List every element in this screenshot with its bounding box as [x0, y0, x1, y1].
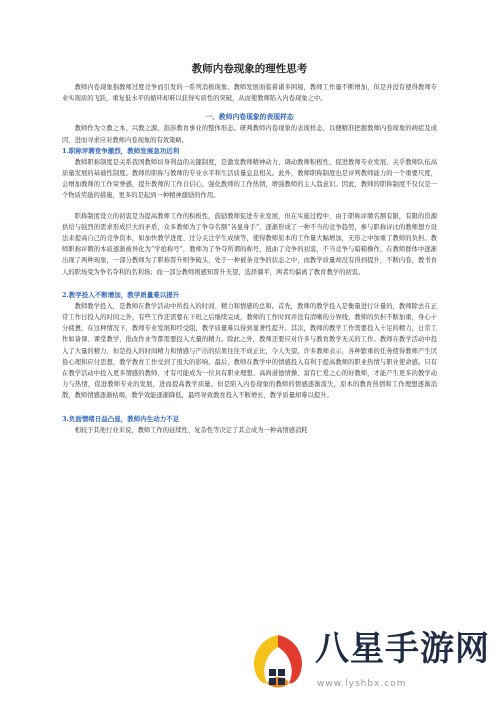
subsection-1-paragraph-2: 职称制度设立的初衷是为提高教师工作的积极性，鼓励教师促进专业发展，但在实施过程中，由于职称评聘名额有限，有限的资源供给与强烈的需求形成巨大的矛盾，众多教师为了争夺名额“各显身手”，逐渐形成了一种不当的竞争趋势，参与职称评比的教师想方设法来提高自己的竞争资本，如加快教学进度、过分关注学生成绩等，使得教师原本的工作量大幅增加，无形之中加重了教师的负担。教师职称评聘的本质逐渐被异化为“学抢称号”，教师为了争夺所谓的称号，扭曲了竞争的初衷，不当竞争与暗箱操作，在教师群体中逐渐出现了两种现象，一部分教师为了职称晋升则争破头，处于一种被条竞争的状态之中，而教学质量却没有得到提升，不断内卷，教书育人的职场变为争名夺利的名利场；而一部分教师则感知晋升无望，选择躺平，两者均偏离了教育教学的初衷。	[62, 212, 437, 276]
paragraph-spacer	[62, 402, 437, 414]
subsection-2-heading: 2.教学投入不断增加，教学质量难以提升	[62, 290, 180, 299]
paragraph-spacer	[62, 278, 437, 290]
intro-paragraph: 教师内卷现象指教师过度竞争而引发的一系列消极现象。教师发展面临着诸多困境，教师工作量不断增加，但是并没有使得教师专业实现质的飞跃，重复低水平的循环却难以获得实质性的突破，从而使教师陷入内卷现象之中。	[62, 84, 437, 103]
subsection-3-paragraph-1: 相较于其他行业来说，教师工作的延续性、复杂性等决定了其会成为一种高情感消耗	[74, 426, 308, 434]
section-intro-paragraph: 教师作为立教之本、兴教之源，指涉教育事业的整体形态。研判教师内卷现象的表现样态，以便精准把握教师内卷现象的病症及成因，进而寻求应对教师内卷现象的有效策略。	[62, 125, 437, 144]
site-watermark	[245, 625, 490, 703]
paragraph-spacer	[62, 202, 437, 211]
section-heading: 一、教师内卷现象的表现样态	[205, 113, 294, 122]
brand-name: 八星手游网	[315, 629, 490, 669]
subsection-1-paragraph-1: 教师职称制度是关系我国教师切身利益的关键制度，是激发教师精神动力、调动教师积极性、促进教师专业发展、关乎教师队伍高质量发展的基础性制度。教师的职称与教师的专业水平和生活质量息息相关。此外，教师职称制度也是评判教师能力的一个重要尺度，会增加教师的工作荣誉感，提升教师的工作自信心，强化教师的工作热情，增强教师的主人翁意识。因此，教师的职称制度不仅仅是一个物质奖励的措施，更多的是起到一种精神激励的作用。	[62, 158, 437, 200]
brand-url: www.lyshbx.com	[317, 679, 407, 689]
subsection-3-heading: 3.负面情绪日益凸显，教师内生动力不足	[62, 414, 180, 423]
document-body	[62, 62, 437, 436]
subsection-2-paragraph-1: 教师教学投入，是教师在教学活动中所投入的时间、精力和情感的总和。首先，教师的教学投入是衡量进行计量的，教师除去在正常工作日投入的时间之外，有些工作还需要在下班之后继续完成，教师的工作时间并没有清晰的分界线，教师的负担不断加重，身心十分疲惫，在这种情况下，教师专业发展和经受阻，教学质量难以得到显著性提升。其次，教师的教学工作需要投入十足的精力，日常工作如备课、课堂教学、批改作业等都需要投入大量的精力。除此之外，教师还要应对许多与教育教学无关的工作。教师在教学活动中投入了大量的精力，但是投入的时间精力和情感与产出的结果往往不成正比，令人失望。许多教师表示，各种繁重的任务使得教师产生厌倦心理和应付思想，教学教育工作受到了很大的影响。最后，教师在教学中的情感投入有利于提高教师的职业热情与职业使命感。只有在教学活动中投入更多情感的教师，才有可能成为一位具有职业理想、高尚道德情操、富有仁爱之心的好教师，才能产生更多的教学动力与热情，促进教师专业的发展，进而提高教学质量。但是陷入内卷现象的教师的情感逐渐流失，原本的教育热情和工作理想逐渐消散，教师情感逐渐枯竭，教学效能逐渐降低，最终导致教育投入不断增长，教学质量却难以提升。	[62, 302, 437, 400]
subsection-1-heading: 1.职称评聘竞争激烈，教师发展急功近利	[62, 146, 180, 155]
document-title: 教师内卷现象的理性思考	[191, 63, 308, 75]
brand-logo-icon	[245, 631, 311, 697]
